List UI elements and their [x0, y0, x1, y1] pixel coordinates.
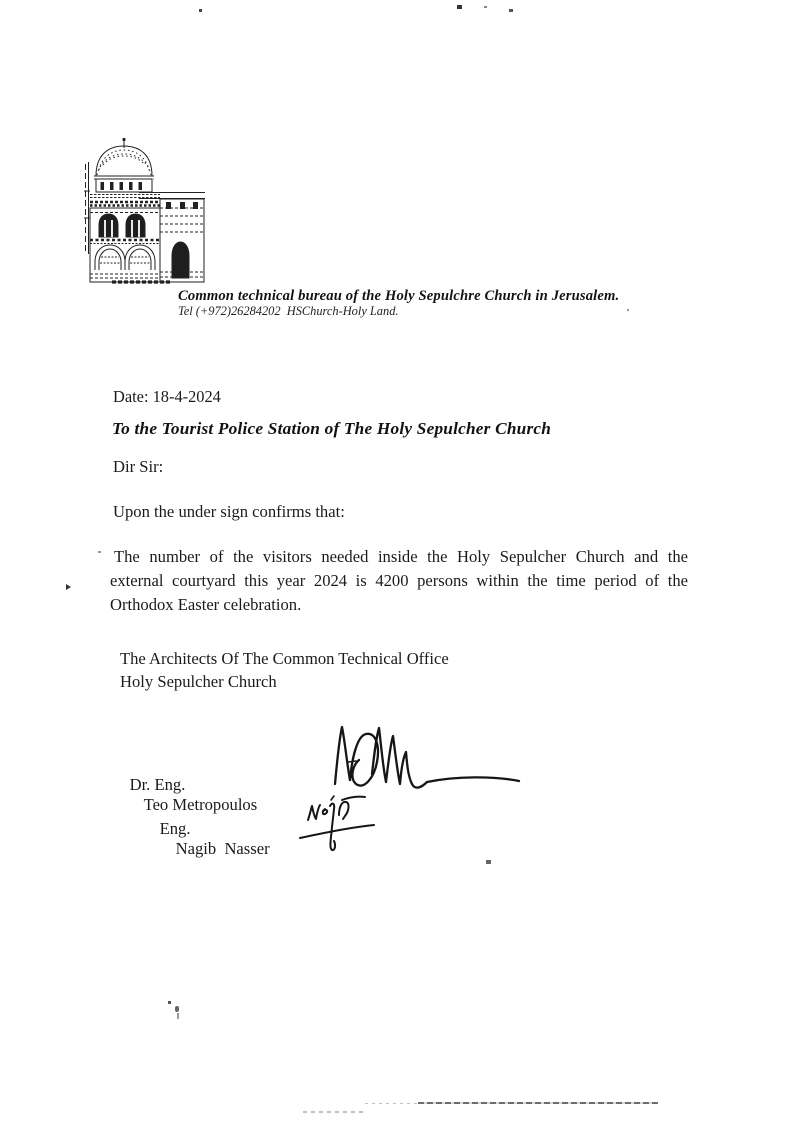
closing-line: Holy Sepulcher Church [120, 671, 277, 691]
signatory-name: Nagib Nasser [175, 839, 270, 858]
signatory-row-nagib-nasser [143, 799, 270, 879]
confirmation-intro: Upon the under sign confirms that: [113, 502, 345, 521]
signatory-name: Teo Metropoulos [143, 795, 258, 814]
recipient-line: To the Tourist Police Station of The Holy Sepulcher Church [112, 419, 552, 438]
scan-speck [484, 6, 487, 8]
scan-speck [199, 9, 202, 12]
scan-speck [509, 9, 513, 12]
signatory-title: Dr. Eng. [129, 775, 186, 794]
signatory-title: Eng. [159, 819, 191, 838]
body-line: The number of the visitors needed inside the Holy Sepulcher Church and the [114, 547, 688, 566]
body-line: Orthodox Easter celebration. [110, 595, 302, 615]
scan-streak [365, 1103, 420, 1104]
teo-metropoulos-signature-icon [328, 712, 524, 792]
scan-speck [457, 5, 462, 9]
scan-speck [486, 860, 491, 864]
scan-streak [418, 1102, 658, 1104]
body-paragraph [110, 545, 688, 618]
body-line: external courtyard this year 2024 is 4200 persons within the time period of the [110, 571, 688, 591]
nagib-nasser-signature-icon [298, 793, 388, 855]
salutation: Dir Sir: [113, 457, 164, 476]
date-line: Date: 18-4-2024 [113, 387, 221, 406]
letterhead-org-name: Common technical bureau of the Holy Sepulchre Church in Jerusalem. [178, 288, 620, 304]
closing-line: The Architects Of The Common Technical Office [120, 649, 449, 668]
scan-speck [177, 1013, 179, 1019]
letterhead-contact: Tel (+972)26284202 HSChurch-Holy Land. [178, 304, 399, 318]
scan-speck [627, 309, 629, 311]
closing-block [120, 648, 449, 693]
church-logo-drawing [84, 136, 206, 286]
scan-streak [303, 1111, 365, 1113]
scan-speck [175, 1006, 179, 1012]
scan-speck [98, 551, 101, 553]
scan-speck [168, 1001, 171, 1004]
scan-speck [66, 584, 71, 590]
